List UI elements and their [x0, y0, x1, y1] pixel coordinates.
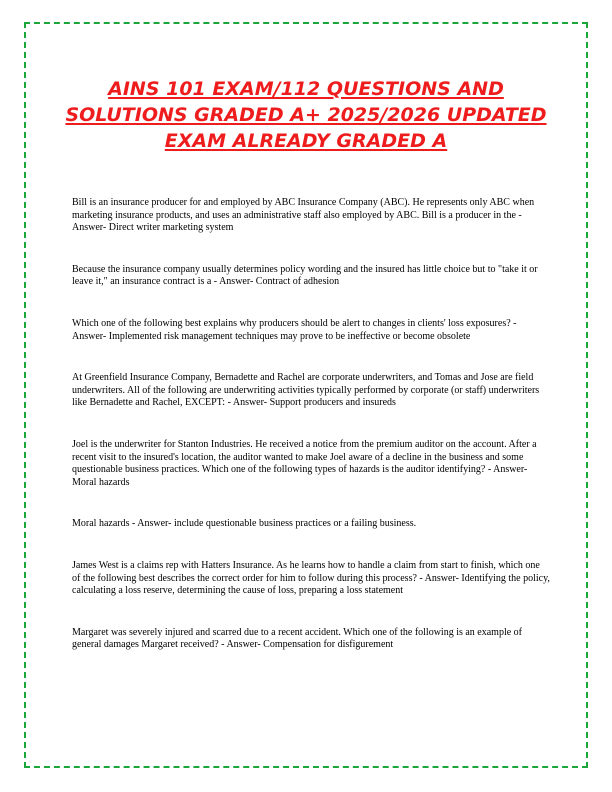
qa-item: James West is a claims rep with Hatters Insurance. As he learns how to handle a claim from start to finish, which one of the following best describes the correct order for him to follow during this process? - Answer- Identifying the policy, calculating a loss reserve, determining the cause of loss, preparing a loss statement: [72, 559, 550, 597]
qa-item: At Greenfield Insurance Company, Bernadette and Rachel are corporate underwriters, and Tomas and Jose are field underwriters. All of the following are underwriting activities typically performed by corporate (or staff) underwriters like Bernadette and Rachel, EXCEPT: - Answer- Support producers and insureds: [72, 372, 540, 409]
qa-list: [72, 197, 550, 652]
qa-item: Bill is an insurance producer for and employed by ABC Insurance Company (ABC). He represents only ABC when marketing insurance products, and uses an administrative staff also employed by ABC. Bill is a producer in the - Answer- Direct writer marketing system: [72, 197, 535, 234]
qa-item: Which one of the following best explains why producers should be alert to changes in clients' loss exposures? - Answer- Implemented risk management techniques may prove to be ineffective or become obsolete: [72, 317, 517, 342]
document-title: AINS 101 EXAM/112 QUESTIONS AND SOLUTIONS GRADED A+ 2025/2026 UPDATED EXAM ALREADY GRADED A: [65, 78, 547, 152]
qa-item: Margaret was severely injured and scarred due to a recent accident. Which one of the following is an example of general damages Margaret received? - Answer- Compensation for disfigurement: [72, 626, 523, 651]
qa-item: Because the insurance company usually determines policy wording and the insured has little choice but to "take it or leave it," an insurance contract is a - Answer- Contract of adhesion: [72, 263, 538, 288]
qa-item: Moral hazards - Answer- include questionable business practices or a failing business.: [72, 518, 417, 530]
qa-item: Joel is the underwriter for Stanton Industries. He received a notice from the premium auditor on the account. After a recent visit to the insured's location, the auditor wanted to make Joel aware of a decline in the business and some questionable business practices. Which one of the following types of hazards is the auditor identifying? - Answer- Moral hazards: [72, 438, 537, 488]
